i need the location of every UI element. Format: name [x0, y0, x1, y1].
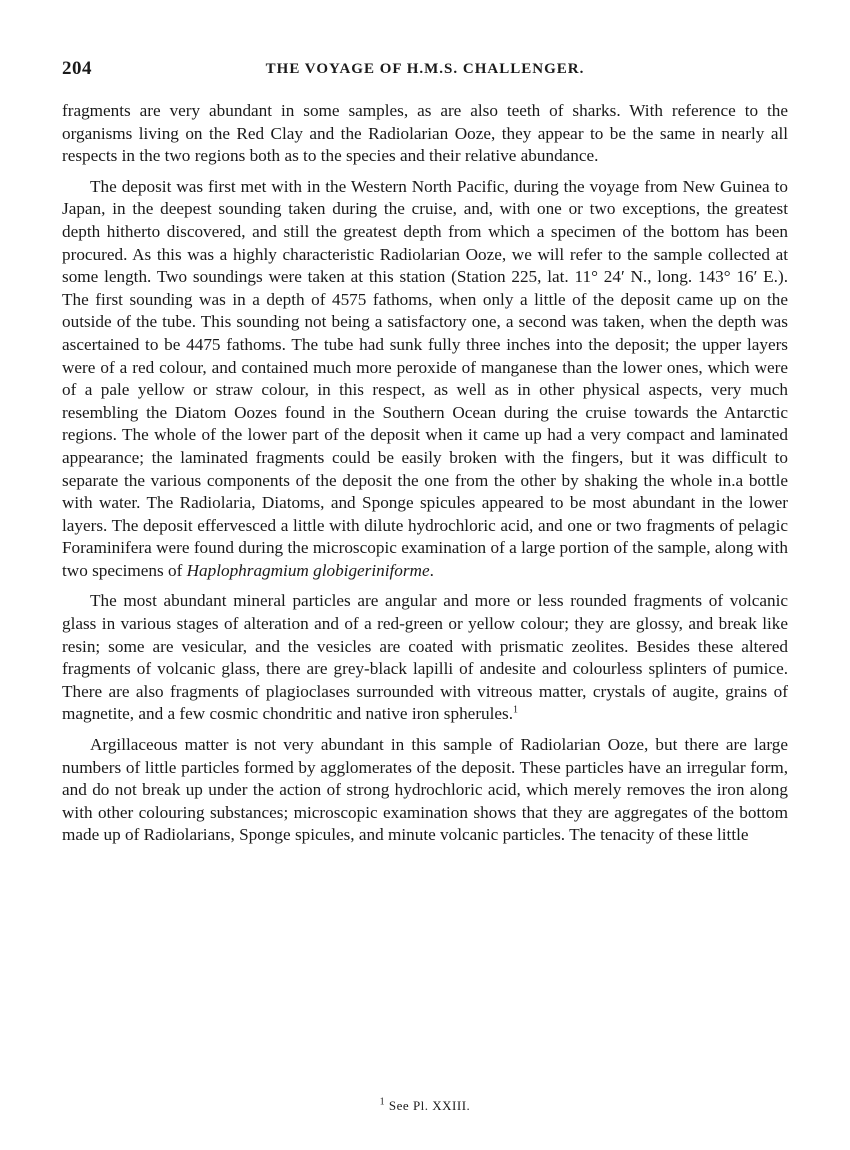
- footnote-text: See Pl. XXIII.: [388, 1098, 471, 1113]
- species-name: Haplophragmium globigeriniforme: [186, 560, 430, 580]
- paragraph-2-end: .: [429, 560, 434, 580]
- running-title: THE VOYAGE OF H.M.S. CHALLENGER.: [265, 61, 585, 77]
- paragraph-3: [62, 590, 788, 726]
- paragraph-4: Argillaceous matter is not very abundant in this sample of Radiolarian Ooze, but there are large numbers of little particles formed by agglomerates of the deposit. These particles have an irregular form, and do not break up under the action of strong hydrochloric acid, which merely removes the iron along with other colouring substances; microscopic examination shows that they are aggregates of the bottom made up of Radiolarians, Sponge spicules, and minute volcanic particles. The tenacity of these little: [62, 735, 788, 845]
- page-header: [62, 58, 788, 82]
- paragraph-2: [62, 176, 788, 583]
- footnote-reference: 1: [513, 704, 519, 716]
- footnote-mark: 1: [379, 1096, 386, 1108]
- paragraph-3-text: The most abundant mineral particles are angular and more or less rounded fragments of volcanic glass in various stages of alteration and of a red-green or yellow colour; they are glossy, and break like resin; some are vesicular, and the vesicles are coated with prismatic zeolites. Besides these altered fragments of volcanic glass, there are grey-black lapilli of andesite and colourless splinters of pumice. There are also fragments of plagioclases surrounded with vitreous matter, crystals of augite, grains of magnetite, and a few cosmic chondritic and native iron spherules.: [62, 591, 788, 724]
- page-number: 204: [62, 58, 92, 79]
- footnote: [0, 1098, 850, 1114]
- body-text: [62, 100, 788, 855]
- paragraph-1: fragments are very abundant in some samples, as are also teeth of sharks. With reference to the organisms living on the Red Clay and the Radiolarian Ooze, they appear to be the same in nearly all respects in the two regions both as to the species and their relative abundance.: [62, 101, 788, 166]
- paragraph-2-text: The deposit was first met with in the Western North Pacific, during the voyage from New Guinea to Japan, in the deepest sounding taken during the cruise, and, with one or two exceptions, the greatest depth hitherto discovered, and still the greatest depth from which a specimen of the bottom has been procured. As this was a highly characteristic Radiolarian Ooze, we will refer to the sample collected at some length. Two soundings were taken at this station (Station 225, lat. 11° 24′ N., long. 143° 16′ E.). The first sounding was in a depth of 4575 fathoms, when only a little of the deposit came up on the outside of the tube. This sounding not being a satisfactory one, a second was taken, when the depth was ascertained to be 4475 fathoms. The tube had sunk fully three inches into the deposit; the upper layers were of a red colour, and contained much more peroxide of manganese than the lower ones, which were of a pale yellow or straw colour, in this respect, as well as in other physical aspects, very much resembling the Diatom Oozes found in the Southern Ocean during the cruise towards the Antarctic regions. The whole of the lower part of the deposit when it came up had a very compact and laminated appearance; the laminated fragments could be easily broken with the fingers, but it was difficult to separate the various components of the deposit the one from the other by shaking the whole in.a bottle with water. The Radiolaria, Diatoms, and Sponge spicules appeared to be most abundant in the lower layers. The deposit effervesced a little with dilute hydrochloric acid, and one or two fragments of pelagic Foraminifera were found during the microscopic examination of a large portion of the sample, along with two specimens of: [62, 176, 788, 580]
